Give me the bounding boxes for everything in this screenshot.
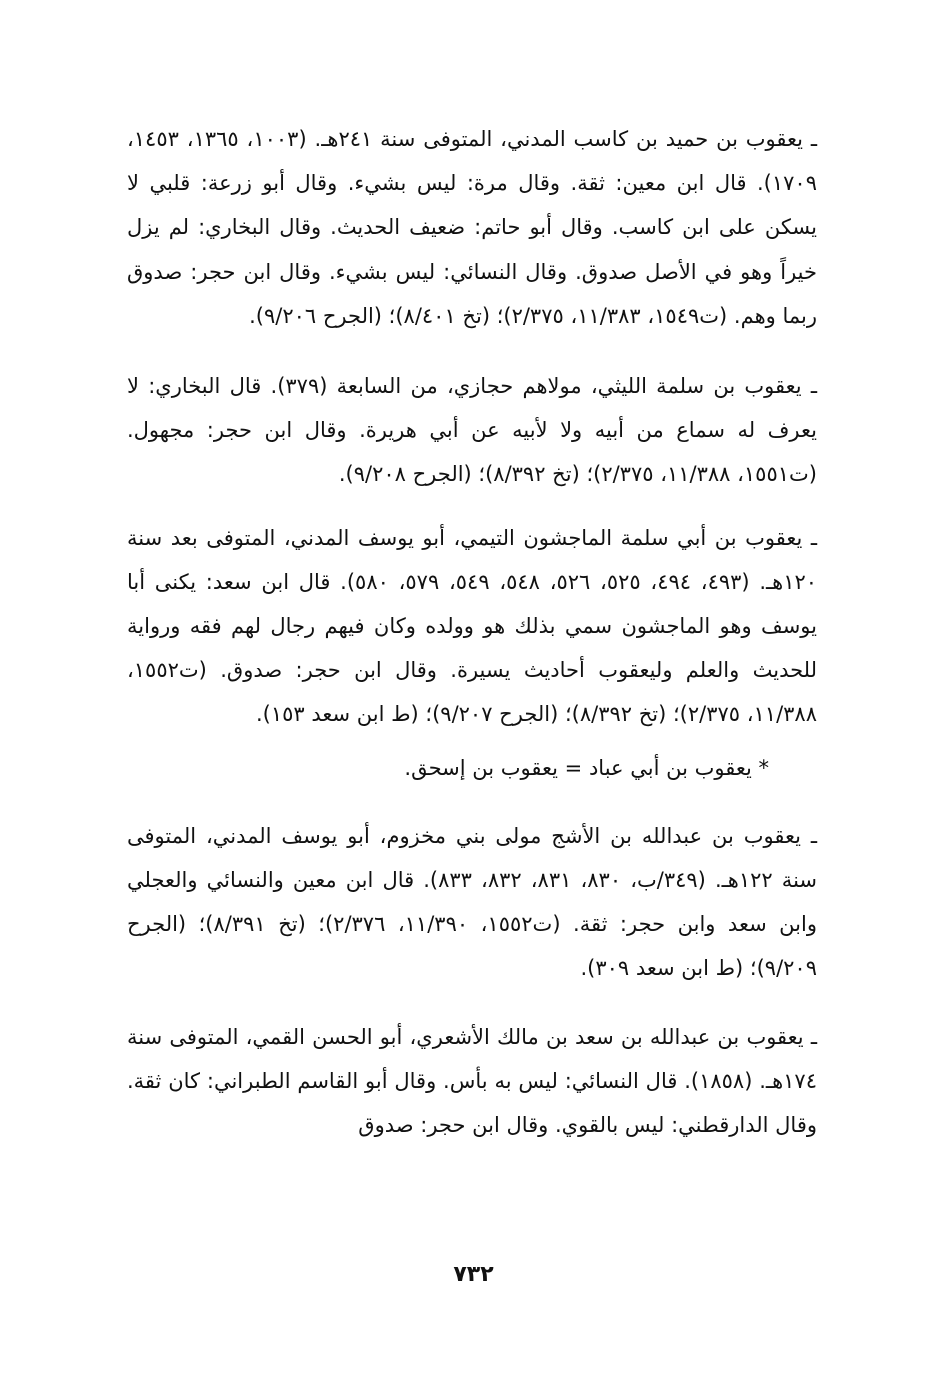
page-number: ٧٣٢ <box>453 1262 494 1287</box>
entry-yaqub-ibn-salamah-al-laythi: ـ يعقوب بن سلمة الليثي، مولاهم حجازي، من السابعة (٣٧٩). قال البخاري: لا يعرف له سماع من أبيه ولا لأبيه عن أبي هريرة. وقال ابن حجر: مجهول. (ت١٥٥١، ١١/٣٨٨، ٢/٣٧٥)؛ (تخ ٨/٣٩٢)؛ (الجرح ٩/٢٠٨). <box>127 374 818 487</box>
cross-reference-yaqub-ibn-abi-abbad: * يعقوب بن أبي عباد = يعقوب بن إسحق. <box>404 755 769 780</box>
entry-yaqub-ibn-abdullah-al-ashajj: ـ يعقوب بن عبدالله بن الأشج مولى بني مخزوم، أبو يوسف المدني، المتوفى سنة ١٢٢هـ. (٣٤٩/ب، ٨٣٠، ٨٣١، ٨٣٢، ٨٣٣). قال ابن معين والنسائي والعجلي وابن سعد وابن حجر: ثقة. (ت١٥٥٢، ١١/٣٩٠، ٢/٣٧٦)؛ (تخ ٨/٣٩١)؛ (الجرح ٩/٢٠٩)؛ (ط ابن سعد ٣٠٩). <box>127 823 818 981</box>
page-body <box>127 117 817 1147</box>
entry-yaqub-ibn-abi-salamah-al-majishun: ـ يعقوب بن أبي سلمة الماجشون التيمي، أبو يوسف المدني، المتوفى بعد سنة ١٢٠هـ. (٤٩٣، ٤٩٤، ٥٢٥، ٥٢٦، ٥٤٨، ٥٤٩، ٥٧٩، ٥٨٠). قال ابن سعد: يكنى أبا يوسف وهو الماجشون سمي بذلك هو وولده وكان فيهم رجال لهم فقه ورواية للحديث والعلم وليعقوب أحاديث يسيرة. وقال ابن حجر: صدوق. (ت١٥٥٢، ١١/٣٨٨، ٢/٣٧٥)؛ (تخ ٨/٣٩٢)؛ (الجرح ٩/٢٠٧)؛ (ط ابن سعد ١٥٣). <box>127 525 818 727</box>
entry-yaqub-ibn-abdullah-al-ashari: ـ يعقوب بن عبدالله بن سعد بن مالك الأشعري، أبو الحسن القمي، المتوفى سنة ١٧٤هـ. (١٨٥٨). قال النسائي: ليس به بأس. وقال أبو القاسم الطبراني: كان ثقة. وقال الدارقطني: ليس بالقوي. وقال ابن حجر: صدوق <box>127 1024 817 1138</box>
entry-yaqub-ibn-humayd: ـ يعقوب بن حميد بن كاسب المدني، المتوفى سنة ٢٤١هـ. (١٠٠٣، ١٣٦٥، ١٤٥٣، ١٧٠٩). قال ابن معين: ثقة. وقال مرة: ليس بشيء. وقال أبو زرعة: قلبي لا يسكن على ابن كاسب. وقال أبو حاتم: ضعيف الحديث. وقال البخاري: لم يزل خيراً وهو في الأصل صدوق. وقال النسائي: ليس بشيء. وقال ابن حجر: صدوق ربما وهم. (ت١٥٤٩، ١١/٣٨٣، ٢/٣٧٥)؛ (تخ ٨/٤٠١)؛ (الجرح ٩/٢٠٦). <box>127 127 818 328</box>
